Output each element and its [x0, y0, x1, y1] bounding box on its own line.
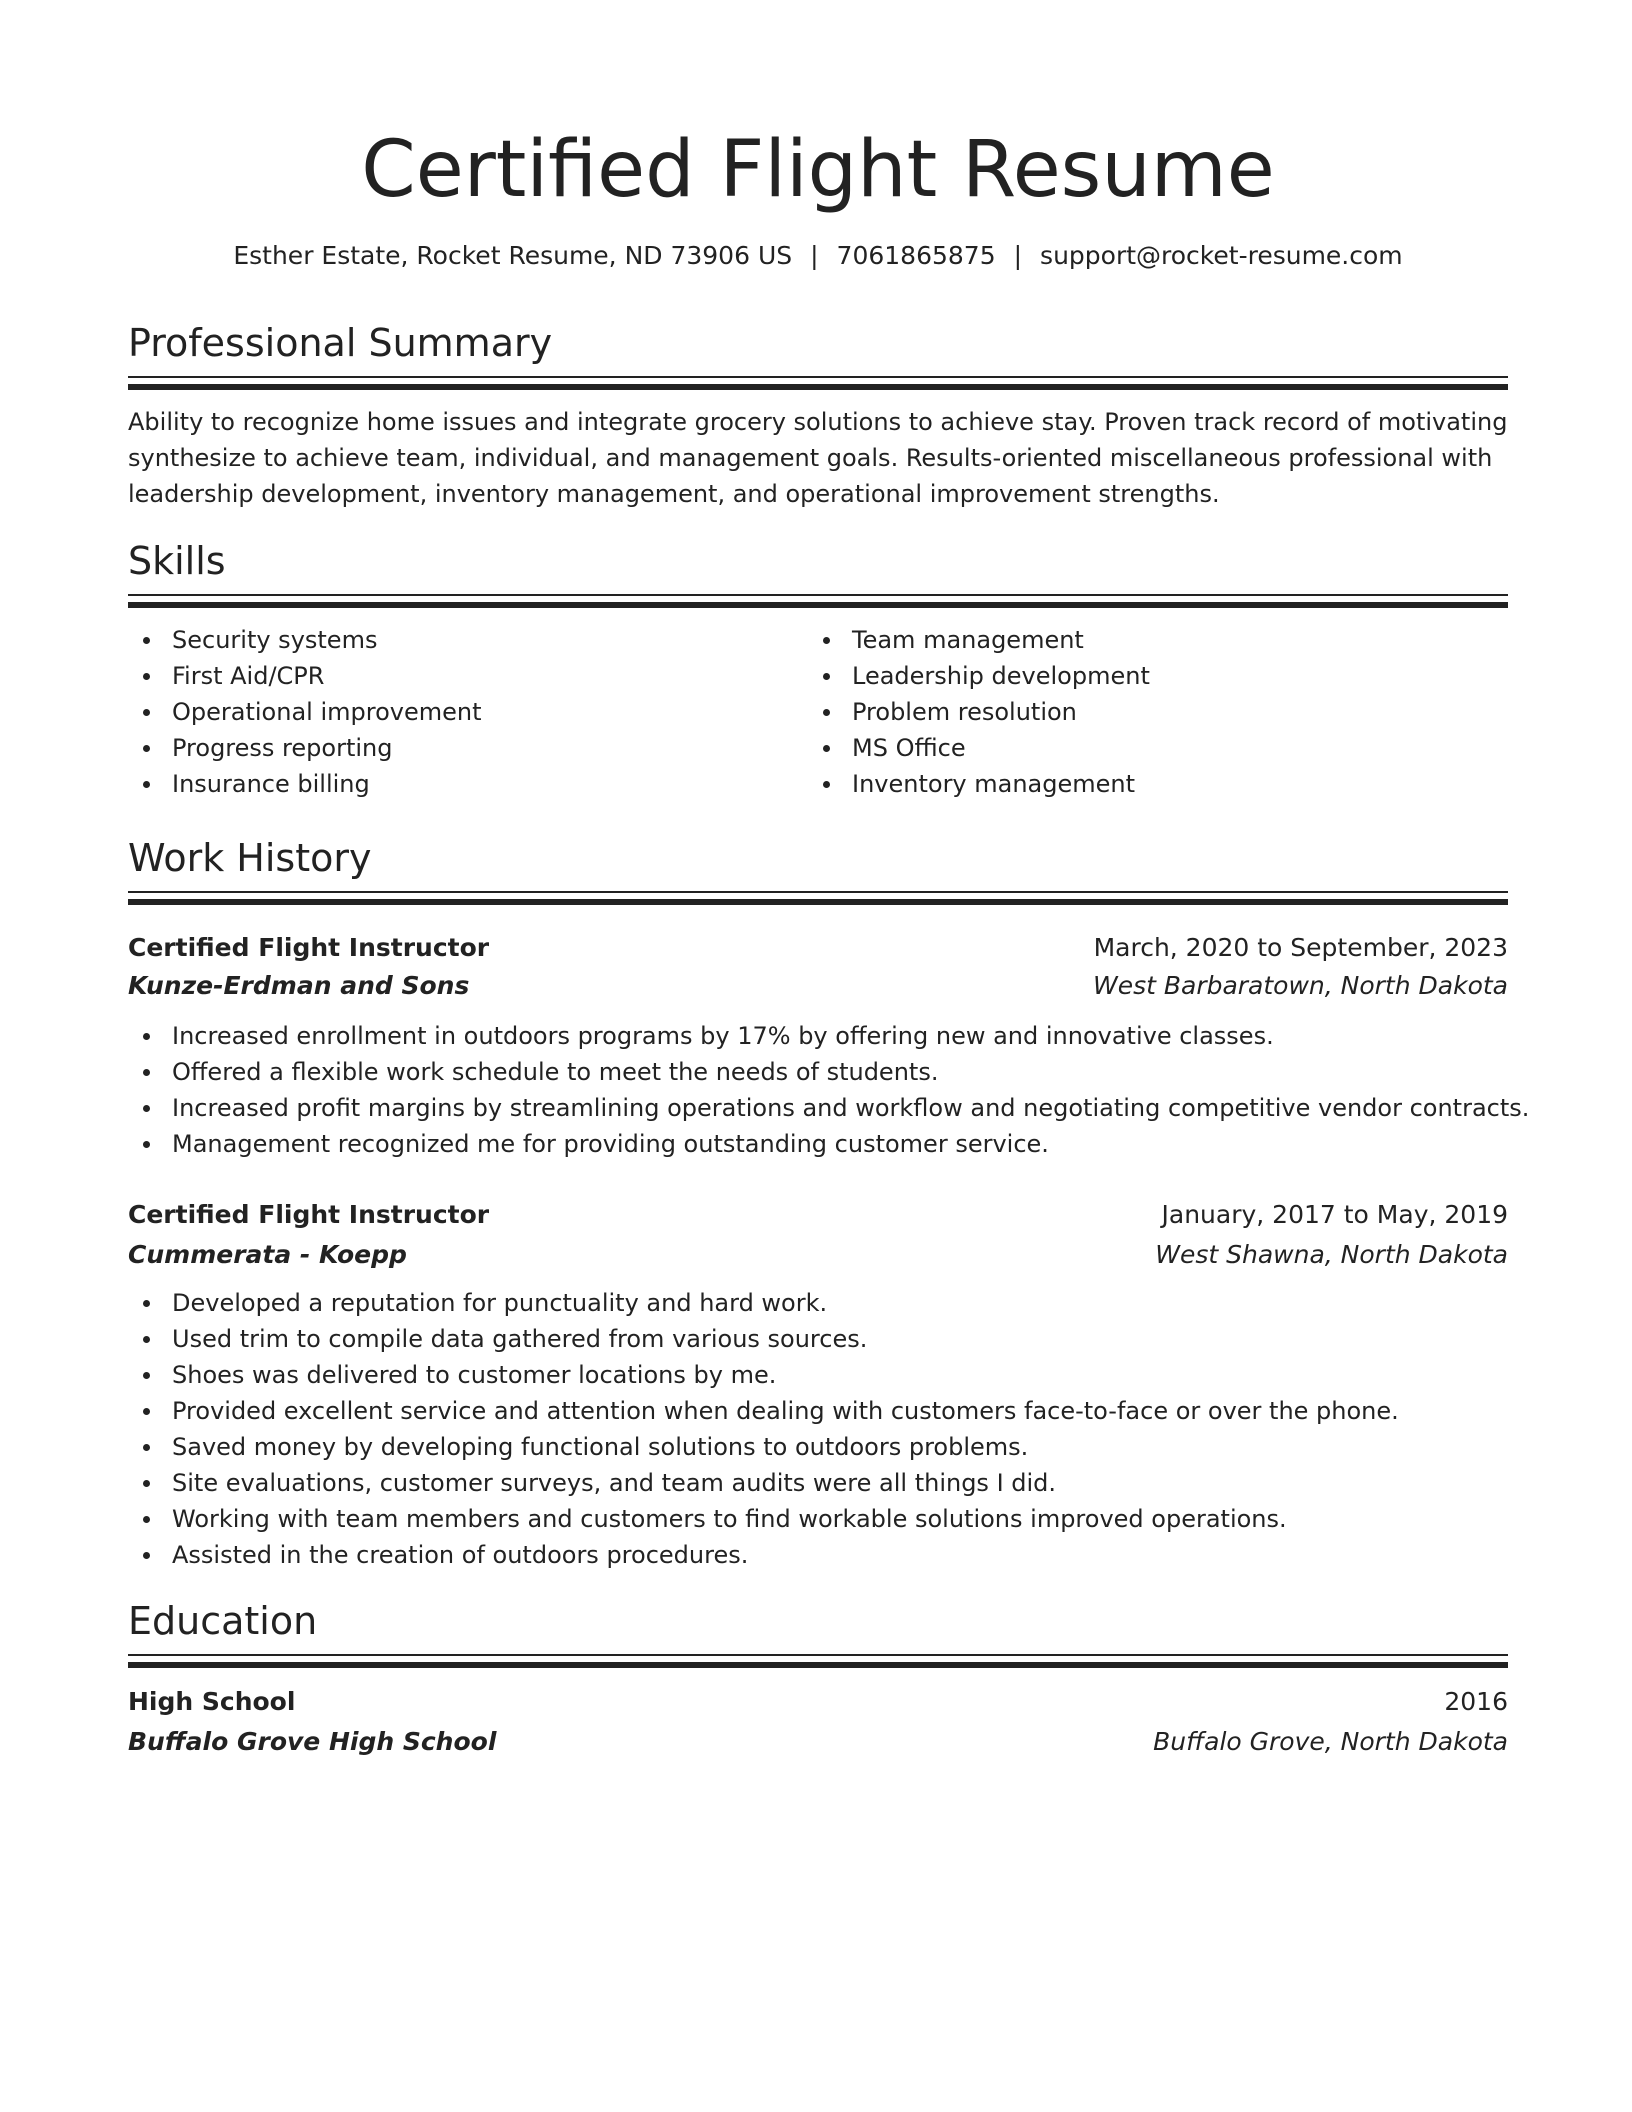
section-rule [128, 594, 1508, 596]
job-entry [128, 930, 1530, 1162]
education-header [128, 1684, 1508, 1720]
summary-text: Ability to recognize home issues and integrate grocery solutions to achieve stay. Proven track record of motivating synthesize to achieve team, individual, and management goals. Results-oriented miscellaneous professional with leadership development, inventory management, and operational improvement strengths. [128, 408, 1508, 508]
contact-line [128, 238, 1508, 274]
skill-item: Operational improvement [128, 694, 808, 730]
contact-separator: | [810, 241, 819, 270]
education-degree: High School [128, 1687, 296, 1716]
contact-phone: 7061865875 [836, 241, 996, 270]
education-section [128, 1596, 1508, 1760]
job-duties [128, 1285, 1508, 1573]
section-rule-thick [128, 602, 1508, 608]
job-duty: Saved money by developing functional solutions to outdoors problems. [128, 1429, 1508, 1465]
skill-item: MS Office [808, 730, 1488, 766]
job-duty: Used trim to compile data gathered from various sources. [128, 1321, 1508, 1357]
job-duty: Increased enrollment in outdoors programs by 17% by offering new and innovative classes. [128, 1018, 1508, 1054]
section-rule-thick [128, 384, 1508, 390]
job-duty: Increased profit margins by streamlining operations and workflow and negotiating competitive vendor contracts. [128, 1090, 1508, 1126]
contact-email: support@rocket-resume.com [1040, 241, 1403, 270]
job-location: West Barbaratown, North Dakota [1092, 971, 1508, 1000]
job-header [128, 1197, 1508, 1233]
job-title: Certified Flight Instructor [128, 1200, 490, 1229]
education-year: 2016 [1444, 1687, 1508, 1716]
skills-column-left [128, 622, 808, 802]
skills-list [128, 622, 1508, 802]
resume-title: Certified Flight Resume [361, 125, 1275, 215]
skill-item: Leadership development [808, 658, 1488, 694]
job-duty: Provided excellent service and attention when dealing with customers face-to-face or over the phone. [128, 1393, 1508, 1429]
section-rule [128, 1654, 1508, 1656]
section-rule-thick [128, 1662, 1508, 1668]
education-location: Buffalo Grove, North Dakota [1153, 1727, 1508, 1756]
job-subheader [128, 1237, 1508, 1273]
work-history-section [128, 833, 1508, 905]
section-rule [128, 376, 1508, 378]
skill-item: Team management [808, 622, 1488, 658]
job-header [128, 930, 1508, 966]
job-dates: January, 2017 to May, 2019 [1161, 1200, 1508, 1229]
education-heading: Education [128, 1599, 318, 1643]
job-company: Kunze-Erdman and Sons [128, 971, 470, 1000]
skills-heading: Skills [128, 539, 226, 583]
summary-heading: Professional Summary [128, 321, 553, 365]
job-subheader [128, 968, 1508, 1004]
skill-item: Insurance billing [128, 766, 808, 802]
job-title: Certified Flight Instructor [128, 933, 490, 962]
skills-column-right [808, 622, 1488, 802]
job-entry [128, 1197, 1508, 1573]
job-duty: Offered a flexible work schedule to meet the needs of students. [128, 1054, 1508, 1090]
section-rule-thick [128, 899, 1508, 905]
skills-section [128, 536, 1508, 802]
contact-address: Esther Estate, Rocket Resume, ND 73906 US [233, 241, 793, 270]
skill-item: Problem resolution [808, 694, 1488, 730]
job-duty: Management recognized me for providing outstanding customer service. [128, 1126, 1508, 1162]
job-duty: Site evaluations, customer surveys, and team audits were all things I did. [128, 1465, 1508, 1501]
job-location: West Shawna, North Dakota [1155, 1240, 1508, 1269]
education-subheader [128, 1724, 1508, 1760]
job-duty: Shoes was delivered to customer locations by me. [128, 1357, 1508, 1393]
skill-item: Inventory management [808, 766, 1488, 802]
contact-separator: | [1013, 241, 1023, 270]
skill-item: Security systems [128, 622, 808, 658]
section-rule [128, 891, 1508, 893]
education-school: Buffalo Grove High School [128, 1727, 497, 1756]
skill-item: First Aid/CPR [128, 658, 808, 694]
skill-item: Progress reporting [128, 730, 808, 766]
job-duty: Assisted in the creation of outdoors procedures. [128, 1537, 1508, 1573]
job-duty: Working with team members and customers to find workable solutions improved operations. [128, 1501, 1508, 1537]
work-history-heading: Work History [128, 836, 372, 880]
job-duties [128, 1018, 1530, 1162]
job-company: Cummerata - Koepp [128, 1240, 407, 1269]
job-dates: March, 2020 to September, 2023 [1093, 933, 1508, 962]
summary-section [128, 318, 1508, 512]
job-duty: Developed a reputation for punctuality and hard work. [128, 1285, 1508, 1321]
